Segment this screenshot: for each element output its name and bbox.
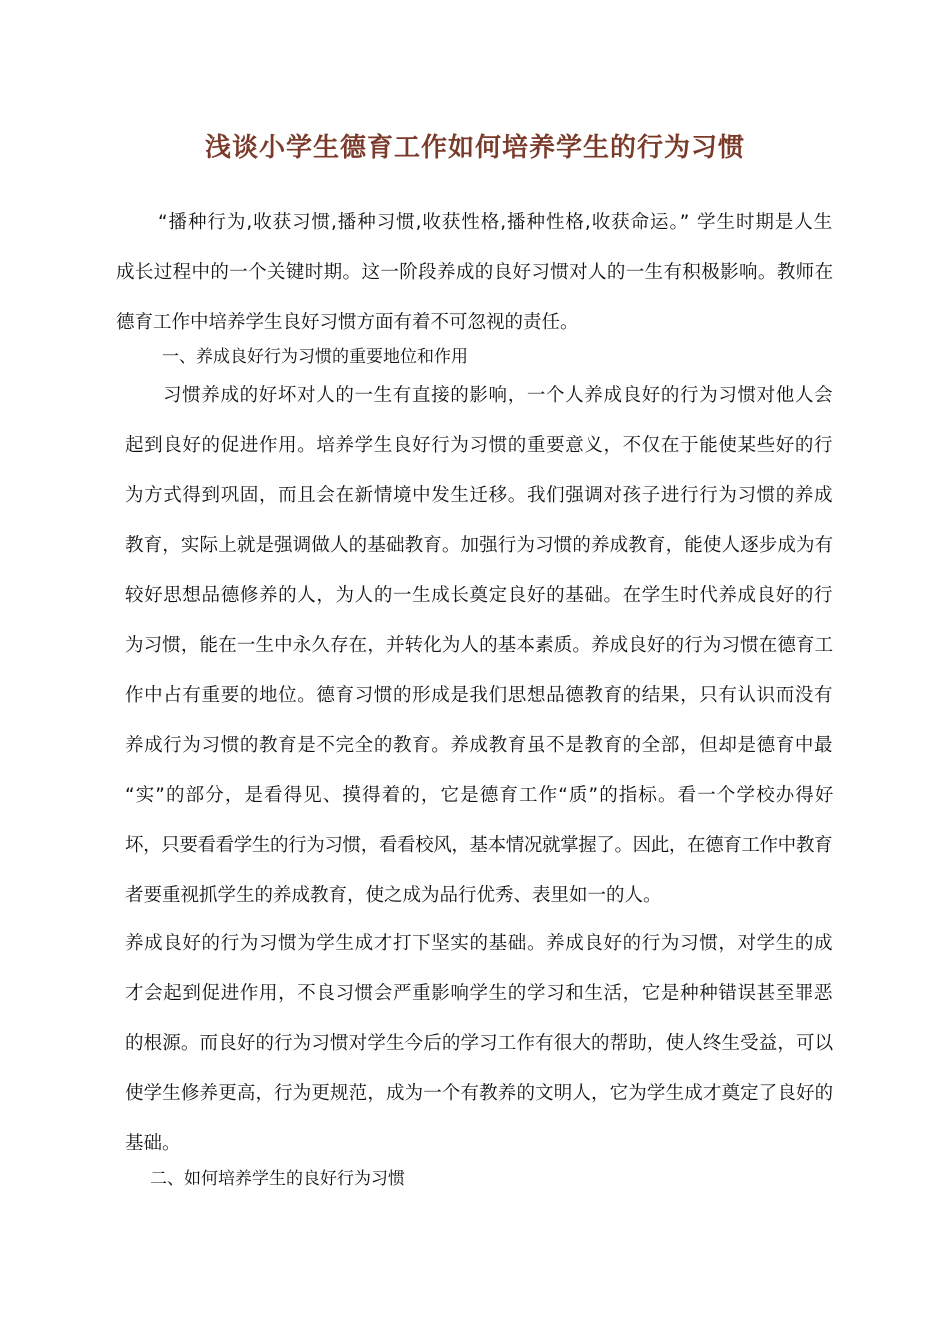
section1-line-7: 作中占有重要的地位。德育习惯的形成是我们思想品德教育的结果，只有认识而没有 xyxy=(125,685,834,706)
section1b-line-1: 养成良好的行为习惯为学生成才打下坚实的基础。养成良好的行为习惯，对学生的成 xyxy=(125,933,834,954)
intro-line-2: 成长过程中的一个关键时期。这一阶段养成的良好习惯对人的一生有积极影响。教师在 xyxy=(116,262,834,283)
section1-line-8: 养成行为习惯的教育是不完全的教育。养成教育虽不是教育的全部，但却是德育中最 xyxy=(125,735,834,756)
section1-line-4: 教育，实际上就是强调做人的基础教育。加强行为习惯的养成教育，能使人逐步成为有 xyxy=(125,535,834,556)
section1b-line-2: 才会起到促进作用，不良习惯会严重影响学生的学习和生活，它是种种错误甚至罪恶 xyxy=(125,983,834,1004)
section1-line-11: 者要重视抓学生的养成教育，使之成为品行优秀、表里如一的人。 xyxy=(125,885,662,906)
section-heading-2: 二、如何培养学生的良好行为习惯 xyxy=(150,1169,405,1189)
section1b-line-4: 使学生修养更高，行为更规范，成为一个有教养的文明人，它为学生成才奠定了良好的 xyxy=(125,1083,834,1104)
section-heading-1: 一、养成良好行为习惯的重要地位和作用 xyxy=(162,347,468,367)
document-title: 浅谈小学生德育工作如何培养学生的行为习惯 xyxy=(204,133,745,163)
section1-line-9: “实”的部分，是看得见、摸得着的，它是德育工作“质”的指标。看一个学校办得好 xyxy=(125,785,835,806)
section1-line-3: 为方式得到巩固，而且会在新情境中发生迁移。我们强调对孩子进行行为习惯的养成 xyxy=(125,485,834,506)
section1b-line-3: 的根源。而良好的行为习惯对学生今后的学习工作有很大的帮助，使人终生受益，可以 xyxy=(125,1033,834,1054)
section1-line-6: 为习惯，能在一生中永久存在，并转化为人的基本素质。养成良好的行为习惯在德育工 xyxy=(125,635,834,656)
section1-line-2: 起到良好的促进作用。培养学生良好行为习惯的重要意义，不仅在于能使某些好的行 xyxy=(125,435,834,456)
section1b-line-5: 基础。 xyxy=(125,1133,181,1154)
intro-line-3: 德育工作中培养学生良好习惯方面有着不可忽视的责任。 xyxy=(116,312,579,333)
section1-line-10: 坏，只要看看学生的行为习惯，看看校风，基本情况就掌握了。因此，在德育工作中教育 xyxy=(125,835,833,856)
intro-line-1: “播种行为,收获习惯,播种习惯,收获性格,播种性格,收获命运。” 学生时期是人生 xyxy=(158,212,834,233)
section1-line-1: 习惯养成的好坏对人的一生有直接的影响，一个人养成良好的行为习惯对他人会 xyxy=(163,385,834,406)
section1-line-5: 较好思想品德修养的人，为人的一生成长奠定良好的基础。在学生时代养成良好的行 xyxy=(125,585,834,606)
